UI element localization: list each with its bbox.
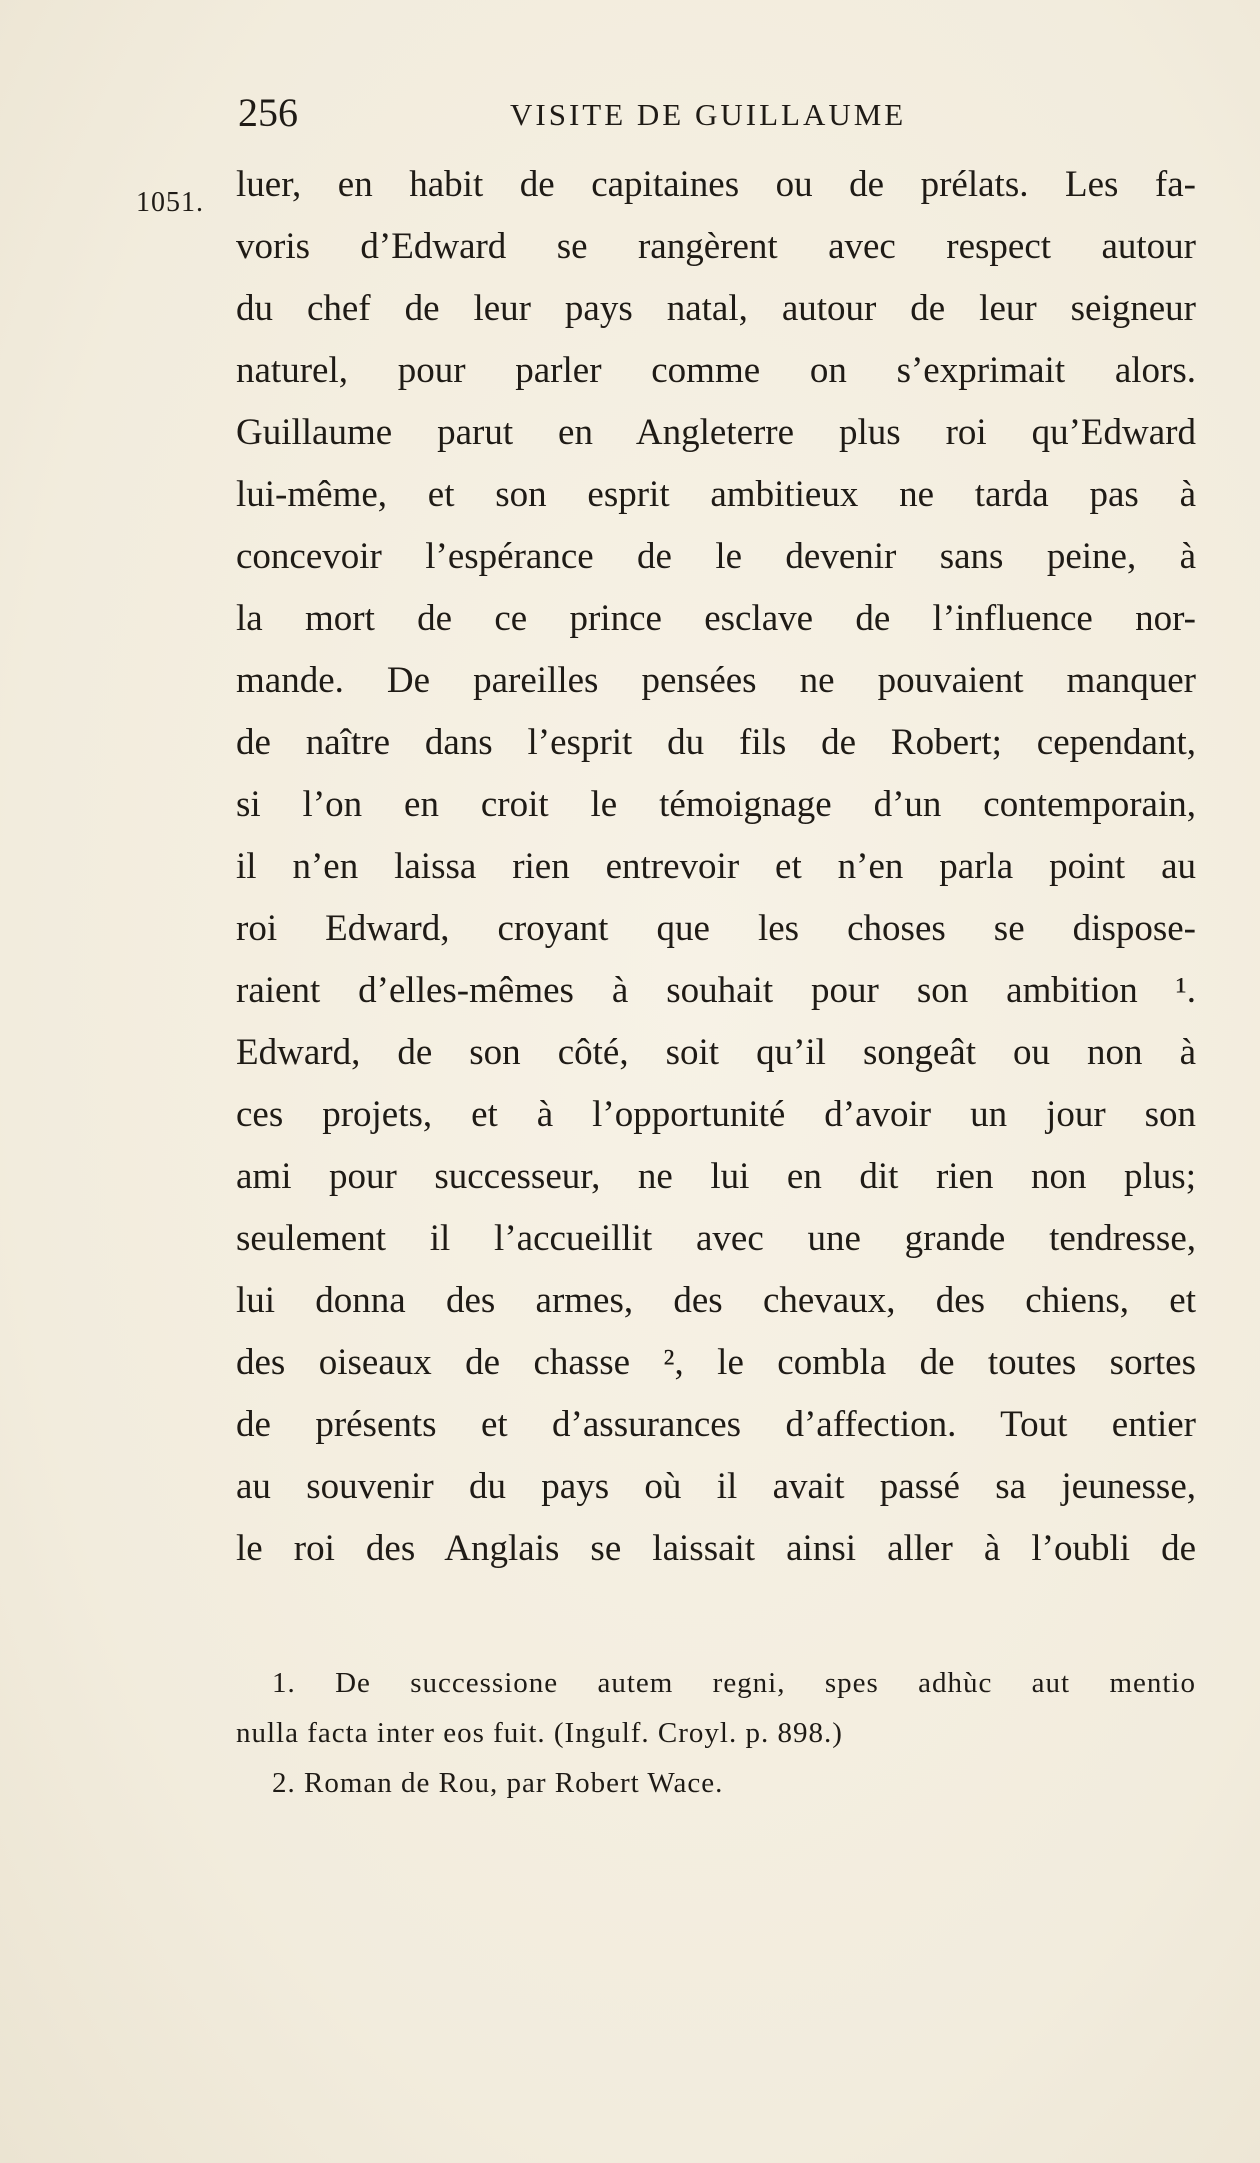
running-head (238, 88, 1192, 138)
body-line: le roi des Anglais se laissait ainsi aller à l’oubli de (236, 1528, 1196, 1569)
body-line: concevoir l’espérance de le devenir sans peine, à (236, 536, 1196, 577)
footnote-2: 2. Roman de Rou, par Robert Wace. (272, 1767, 724, 1799)
body-line: si l’on en croit le témoignage d’un contemporain, (236, 784, 1196, 825)
body-line: seulement il l’accueillit avec une grande tendresse, (236, 1218, 1196, 1259)
body-line: de présents et d’assurances d’affection. Tout entier (236, 1404, 1196, 1445)
body-line: Guillaume parut en Angleterre plus roi qu’Edward (236, 412, 1196, 453)
footnotes (236, 1658, 1196, 1808)
body-text (236, 154, 1196, 1580)
body-line: roi Edward, croyant que les choses se dispose- (236, 908, 1196, 949)
body-line: des oiseaux de chasse ², le combla de toutes sortes (236, 1342, 1196, 1383)
body-line: il n’en laissa rien entrevoir et n’en parla point au (236, 846, 1196, 887)
running-title: VISITE DE GUILLAUME (510, 97, 907, 132)
body-line: raient d’elles-mêmes à souhait pour son ambition ¹. (236, 970, 1196, 1011)
body-line: mande. De pareilles pensées ne pouvaient manquer (236, 660, 1196, 701)
margin-year-note: 1051. (136, 187, 204, 218)
body-line: lui-même, et son esprit ambitieux ne tarda pas à (236, 474, 1196, 515)
footnote-1-line-1: 1. De successione autem regni, spes adhùc aut mentio (272, 1667, 1196, 1699)
body-line: ces projets, et à l’opportunité d’avoir un jour son (236, 1094, 1196, 1135)
body-line: au souvenir du pays où il avait passé sa jeunesse, (236, 1466, 1196, 1507)
body-line: du chef de leur pays natal, autour de leur seigneur (236, 288, 1196, 329)
body-line: ami pour successeur, ne lui en dit rien non plus; (236, 1156, 1196, 1197)
body-line: voris d’Edward se rangèrent avec respect autour (236, 226, 1196, 267)
body-line: Edward, de son côté, soit qu’il songeât ou non à (236, 1032, 1196, 1073)
body-line: naturel, pour parler comme on s’exprimait alors. (236, 350, 1196, 391)
body-line: la mort de ce prince esclave de l’influence nor- (236, 598, 1196, 639)
footnote-1-line-2: nulla facta inter eos fuit. (Ingulf. Croyl. p. 898.) (236, 1717, 843, 1749)
page-number: 256 (238, 90, 298, 135)
body-line: de naître dans l’esprit du fils de Robert; cependant, (236, 722, 1196, 763)
body-line: lui donna des armes, des chevaux, des chiens, et (236, 1280, 1196, 1321)
body-line: luer, en habit de capitaines ou de prélats. Les fa- (236, 164, 1196, 205)
